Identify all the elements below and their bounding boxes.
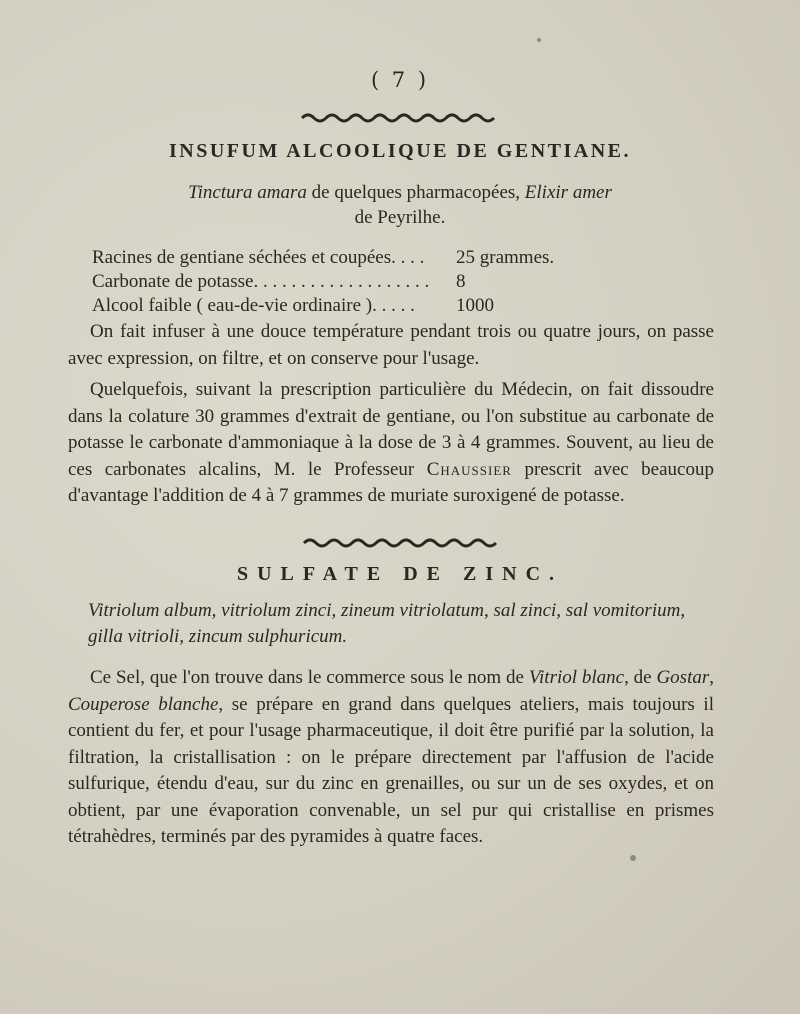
term-gostar: Gostar	[656, 667, 710, 688]
subtitle-elixir: Elixir amer	[524, 182, 612, 203]
latin-synonyms: Vitriolum album, vitriolum zinci, zineum vitriolatum, sal zinci, sal vomitorium, gilla vitrioli, zincum sulphuricum.	[88, 600, 686, 647]
paragraph-text	[68, 377, 714, 510]
paragraph-text-part: , se prépare en grand dans quelques ateliers, mais toujours il contient du fer, et pour l'usage pharmaceutique, il doit être purifié par la solution, la filtration, la cristallisation : on le prépare directement par l'affusion de l'acide sulfurique, étendu d'eau, sur du zinc en grenailles, ou sur un de ses oxydes, et on obtient, par une évaporation convenable, un sel pur qui cristallise en prismes tétrahèdres, terminés par des pyramides à quatre faces.	[68, 693, 714, 847]
ornament-rule-top	[0, 110, 800, 130]
paper-stain	[537, 38, 541, 42]
paragraph-text-part: Quelquefois, suivant la prescription particulière du Médecin, on fait dissoudre dans la colature 30 grammes d'extrait de gentiane, ou l'on substitue au carbonate de potasse le carbonate d'ammoniaque à la dose de 3 à 4 grammes. Souvent, au lieu de ces carbonates alcalins, M. le Professeur	[68, 379, 714, 480]
ornament-rule-middle	[0, 535, 800, 555]
term-couperose: Couperose blanche	[68, 693, 219, 715]
section-title-gentiane: INSUFUM ALCOOLIQUE DE GENTIANE.	[168, 140, 631, 162]
ingredient-row	[92, 295, 692, 321]
term-vitriol: Vitriol blanc	[528, 667, 625, 688]
ingredient-qty: 1000	[456, 295, 494, 316]
paragraph-text-part: Ce Sel, que l'on trouve dans le commerce sous le nom de	[90, 667, 529, 688]
paper-stain	[630, 855, 636, 861]
paragraph-variants	[68, 377, 714, 510]
subtitle-line-1	[90, 180, 710, 206]
subtitle-rest: de quelques pharmacopées,	[306, 182, 525, 203]
paragraph-text-part: ,	[709, 667, 714, 688]
subtitle-line-2: de Peyrilhe.	[354, 207, 446, 228]
paragraph-text-part: , de	[624, 667, 657, 688]
ingredient-name: Carbonate de potasse. . . . . . . . . . . . . . . . . . .	[92, 271, 430, 292]
page-number: ( 7 )	[370, 68, 430, 92]
paragraph-text	[68, 665, 714, 851]
paragraph-text: On fait infuser à une douce température pendant trois ou quatre jours, on passe avec expression, on filtre, et on conserve pour l'usage.	[68, 321, 714, 369]
ingredient-qty: 8	[456, 271, 466, 292]
subtitle-latin: Tinctura amara	[188, 182, 307, 203]
ingredient-row	[92, 271, 692, 297]
paragraph-text-part: prescrit avec beaucoup d'avantage l'addition de 4 à 7 grammes de muriate suroxigené de potasse.	[68, 458, 714, 506]
ingredient-row	[92, 247, 692, 273]
paragraph-infusion	[68, 319, 714, 372]
ingredient-name: Alcool faible ( eau-de-vie ordinaire ). . . . .	[92, 295, 415, 316]
ingredient-name: Racines de gentiane séchées et coupées. . . .	[92, 247, 425, 268]
paragraph-zinc	[68, 665, 714, 851]
ingredient-qty: 25 grammes.	[456, 247, 555, 268]
professor-name: Chaussier	[426, 458, 512, 480]
section-title-zinc: SULFATE DE ZINC.	[236, 563, 564, 585]
